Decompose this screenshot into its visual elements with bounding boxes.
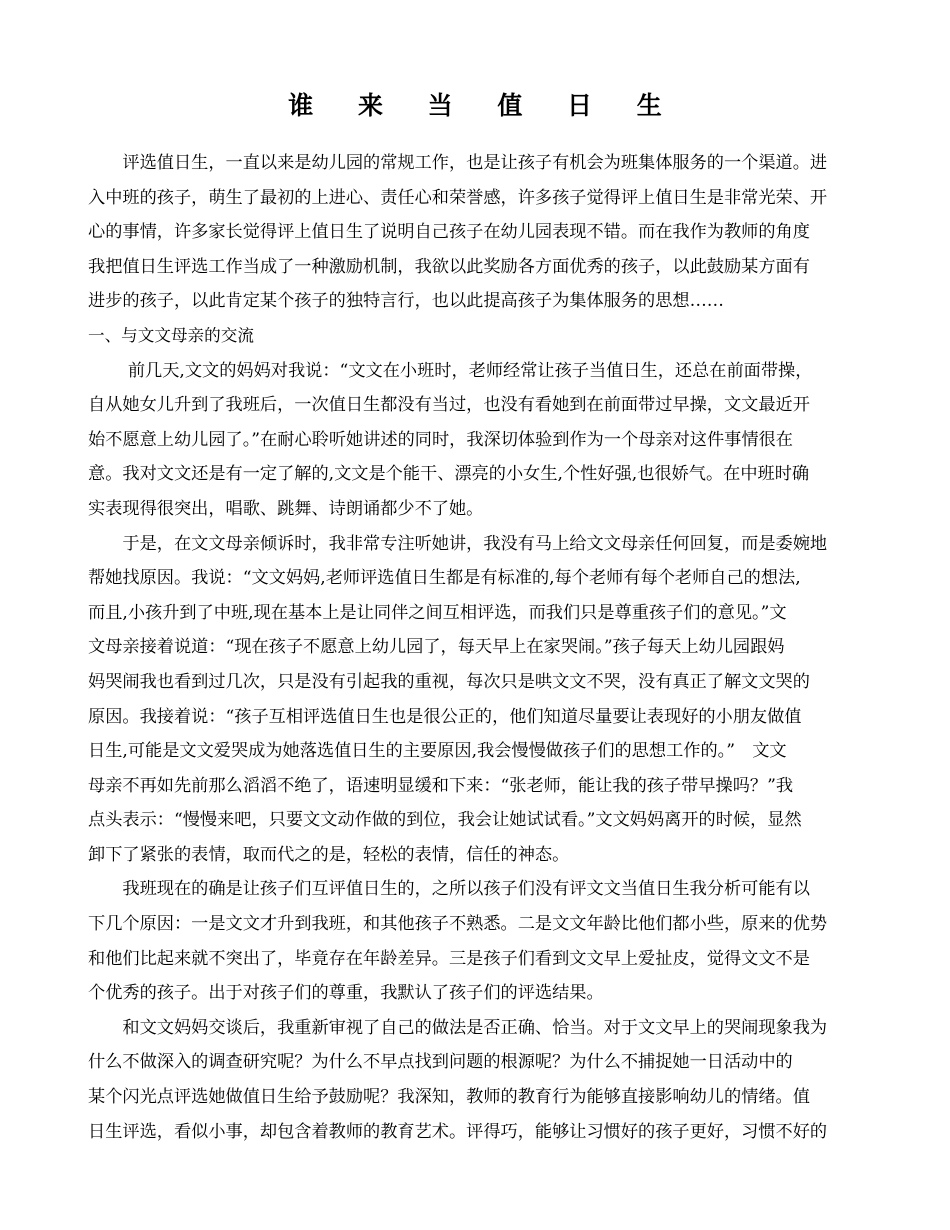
text-line: 卸下了紧张的表情，取而代之的是，轻松的表情，信任的神态。 [88, 844, 570, 865]
text-line: 个优秀的孩子。出于对孩子们的尊重，我默认了孩子们的评选结果。 [88, 983, 604, 1004]
text-line: 文母亲接着说道：“现在孩子不愿意上幼儿园了，每天早上在家哭闹。”孩子每天上幼儿园跟妈 [88, 637, 785, 658]
text-line: 进步的孩子，以此肯定某个孩子的独特言行，也以此提高孩子为集体服务的思想…… [88, 291, 724, 312]
text-line: 心的事情，许多家长觉得评上值日生了说明自己孩子在幼儿园表现不错。而在我作为教师的角度 [88, 222, 810, 243]
text-line: 意。我对文文还是有一定了解的,文文是个能干、漂亮的小女生,个性好强,也很娇气。在中班时确 [88, 464, 810, 485]
text-line: 日生,可能是文文爱哭成为她落选值日生的主要原因,我会慢慢做孩子们的思想工作的。” 文文 [88, 741, 787, 762]
text-line: 日生评选，看似小事，却包含着教师的教育艺术。评得巧，能够让习惯好的孩子更好，习惯不好的 [88, 1121, 828, 1142]
section-heading: 一、与文文母亲的交流 [88, 325, 254, 345]
text-line: 帮她找原因。我说：“文文妈妈,老师评选值日生都是有标准的,每个老师有每个老师自己的想法, [88, 568, 801, 589]
document-body [88, 146, 868, 1149]
text-line: 入中班的孩子，萌生了最初的上进心、责任心和荣誉感，许多孩子觉得评上值日生是非常光荣、开 [88, 187, 828, 208]
text-line: 而且,小孩升到了中班,现在基本上是让同伴之间互相评选，而我们只是尊重孩子们的意见。”文 [88, 602, 787, 623]
text-line: 我把值日生评选工作当成了一种激励机制，我欲以此奖励各方面优秀的孩子，以此鼓励某方面有 [88, 256, 810, 277]
text-line: 评选值日生，一直以来是幼儿园的常规工作，也是让孩子有机会为班集体服务的一个渠道。进 [88, 153, 828, 173]
text-line: 自从她女儿升到了我班后，一次值日生都没有当过，也没有看她到在前面带过早操，文文最近开 [88, 395, 810, 416]
text-line: 某个闪光点评选她做值日生给予鼓励呢？我深知，教师的教育行为能够直接影响幼儿的情绪。值 [88, 1087, 810, 1108]
text-line: 和他们比起来就不突出了，毕竟存在年龄差异。三是孩子们看到文文早上爱扯皮，觉得文文不是 [88, 948, 810, 969]
text-line: 什么不做深入的调查研究呢？为什么不早点找到问题的根源呢？为什么不捕捉她一日活动中的 [88, 1052, 793, 1073]
text-line: 前几天,文文的妈妈对我说：“文文在小班时，老师经常让孩子当值日生，还总在前面带操， [88, 360, 813, 381]
text-line: 我班现在的确是让孩子们互评值日生的，之所以孩子们没有评文文当值日生我分析可能有以 [88, 879, 810, 900]
text-line: 始不愿意上幼儿园了。”在耐心聆听她讲述的同时，我深切体验到作为一个母亲对这件事情很在 [88, 429, 793, 450]
text-line: 下几个原因：一是文文才升到我班，和其他孩子不熟悉。二是文文年龄比他们都小些，原来的优势 [88, 914, 828, 935]
text-line: 于是，在文文母亲倾诉时，我非常专注听她讲，我没有马上给文文母亲任何回复，而是委婉地 [88, 533, 828, 554]
document-title: 谁 来 当 值 日 生 [288, 91, 680, 120]
text-line: 妈哭闹我也看到过几次，只是没有引起我的重视，每次只是哄文文不哭，没有真正了解文文哭的 [88, 671, 810, 692]
text-line: 点头表示：“慢慢来吧，只要文文动作做的到位，我会让她试试看。”文文妈妈离开的时候，显然 [88, 810, 802, 831]
text-line: 原因。我接着说：“孩子互相评选值日生也是很公正的，他们知道尽量要让表现好的小朋友做值 [88, 706, 802, 727]
text-line: 母亲不再如先前那么滔滔不绝了，语速明显缓和下来：“张老师，能让我的孩子带早操吗？”我 [88, 775, 794, 796]
text-line: 和文文妈妈交谈后，我重新审视了自己的做法是否正确、恰当。对于文文早上的哭闹现象我为 [88, 1017, 828, 1038]
text-line: 实表现得很突出，唱歌、跳舞、诗朗诵都少不了她。 [88, 498, 484, 519]
